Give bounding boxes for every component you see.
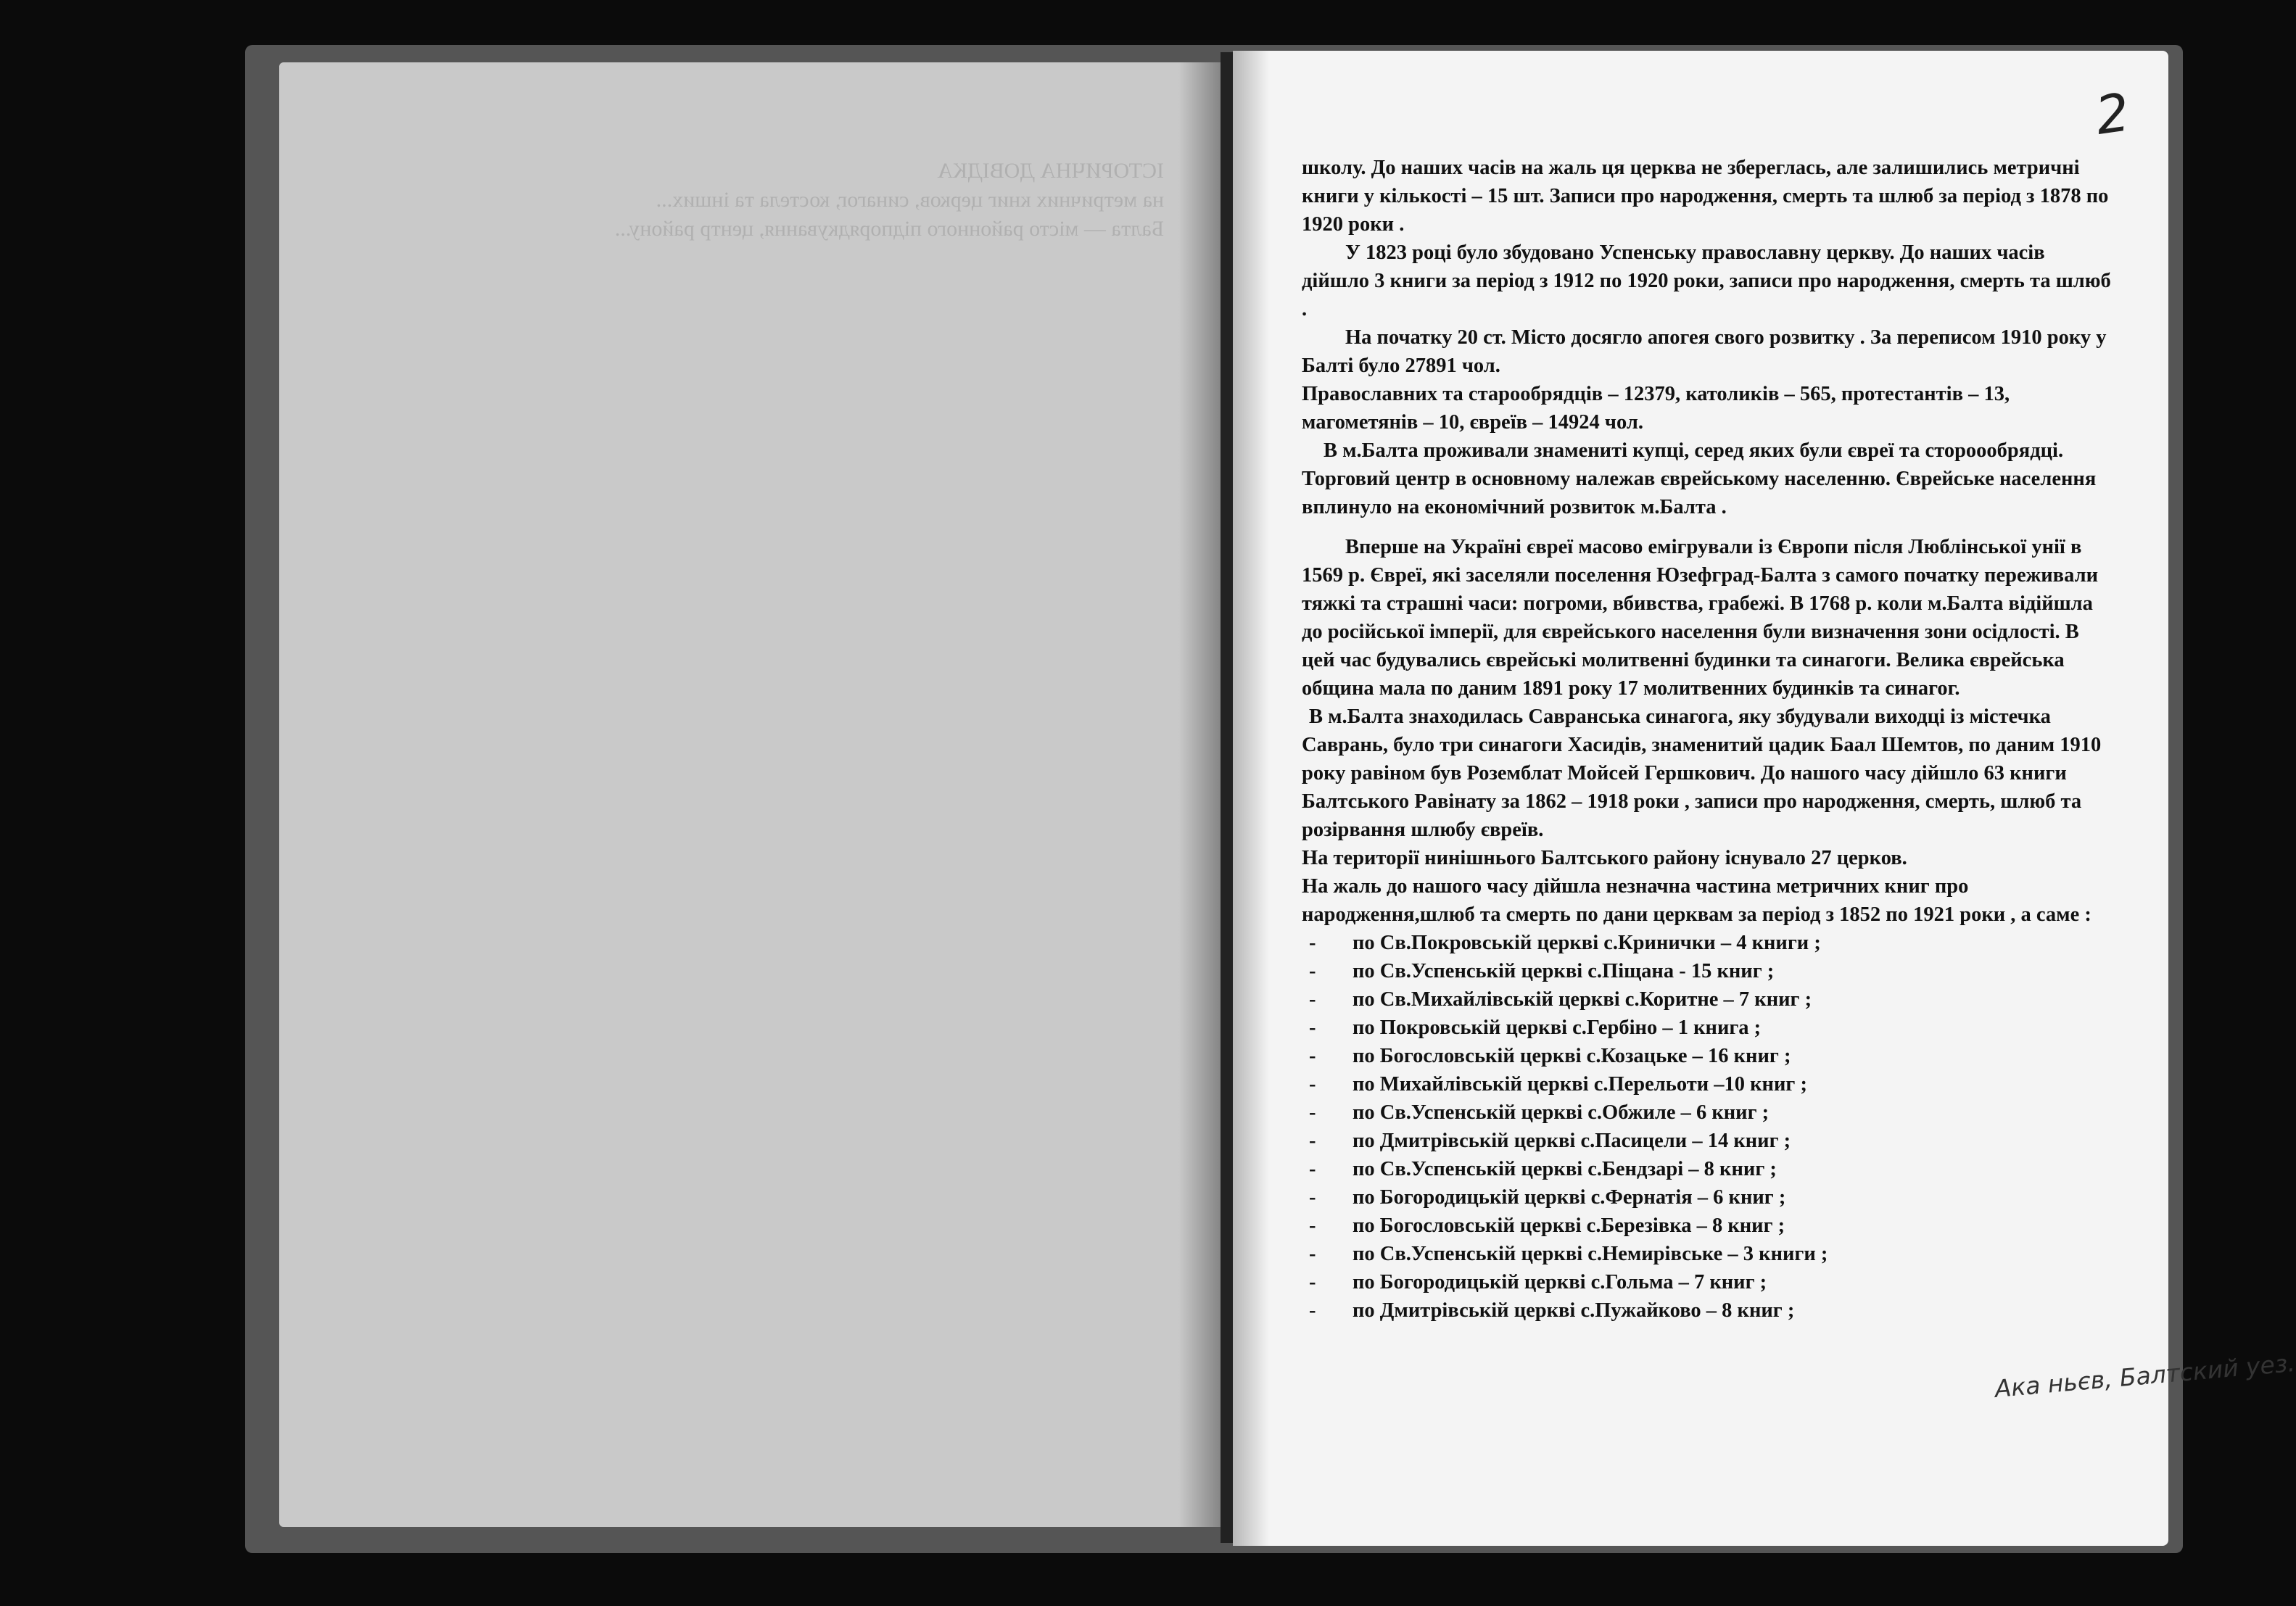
list-item: - по Св.Успенській церкві с.Немирівське – 3 книги ; [1302, 1240, 2114, 1268]
paragraph: В м.Балта знаходилась Савранська синагога, яку збудували виходці із містечка Саврань, було три синагоги Хасидів, знаменитий цадик Баал Шемтов, по даним 1910 року равіном був Роземблат Мойсей Гершкович. До нашого часу дійшло 63 книги Балтського Равінату за 1862 – 1918 роки , записи про народження, смерть, шлюб та розірвання шлюбу євреїв. [1302, 705, 2102, 841]
paragraph: На території нинішнього Балтського району існувало 27 церков. [1302, 847, 1907, 869]
list-item: - по Св.Успенській церкві с.Піщана - 15 книг ; [1302, 957, 2114, 985]
book-gutter [1221, 52, 1234, 1543]
paragraph: Православних та старообрядців – 12379, католиків – 565, протестантів – 13, магометянів – 10, євреїв – 14924 чол. [1302, 383, 2010, 434]
paragraph: У 1823 році було збудовано Успенську православну церкву. До наших часів дійшло 3 книги за період з 1912 по 1920 роки, записи про народження, смерть та шлюб . [1302, 241, 2111, 320]
list-item: - по Богородицькій церкві с.Фернатія – 6 книг ; [1302, 1183, 2114, 1212]
paragraph: Вперше на Україні євреї масово емігрували із Європи після Люблінської унії в 1569 р. Євреї, які заселяли поселення Юзефград-Балта з самого початку переживали тяжкі та страшні часи: погроми, вбивства, грабежі. В 1768 р. коли м.Балта відійшла до російської імперії, для єврейського населення були визначення зони осідлості. В цей час будувались єврейські молитвенні будинки та синагоги. Велика єврейська община мала по даним 1891 року 17 молитвенних будинків та синагог. [1302, 536, 2098, 700]
paragraph: На початку 20 ст. Місто досягло апогея свого розвитку . За переписом 1910 року у Балті було 27891 чол. [1302, 326, 2107, 377]
left-page-binding-shadow [1178, 62, 1222, 1527]
list-item: - по Дмитрівській церкві с.Пужайково – 8 книг ; [1302, 1296, 2114, 1325]
list-item: - по Михайлівській церкві с.Перельоти –10 книг ; [1302, 1070, 2114, 1098]
list-item: - по Богородицькій церкві с.Гольма – 7 книг ; [1302, 1268, 2114, 1296]
list-item: - по Св.Успенській церкві с.Бендзарі – 8 книг ; [1302, 1155, 2114, 1183]
paragraph: На жаль до нашого часу дійшла незначна частина метричних книг про народження,шлюб та смерть по дани церквам за період з 1852 по 1921 роки , а саме : [1302, 875, 2091, 926]
list-item: - по Св.Успенській церкві с.Обжиле – 6 книг ; [1302, 1098, 2114, 1127]
handwritten-note: Ака ньєв, Балтский уез. [1994, 1348, 2296, 1404]
list-item: - по Богословській церкві с.Березівка – 8 книг ; [1302, 1212, 2114, 1240]
document-text [1302, 154, 2114, 1325]
left-page-bleed-through-text: ІСТОРИЧНА ДОВІДКА на метричних книг церков, синагог, костела та інших... Балта — місто районного підпорядкування, центр району... [614, 159, 1164, 241]
paragraph: школу. До наших часів на жаль ця церква не збереглась, але залишились метричні книги у кількості – 15 шт. Записи про народження, смерть та шлюб за період з 1878 по 1920 роки . [1302, 157, 2109, 236]
paragraph: В м.Балта проживали знамениті купці, серед яких були євреї та стороообрядці. Торговий центр в основному належав єврейському населенню. Єврейське населення вплинуло на економічний розвиток м.Балта . [1302, 439, 2097, 518]
church-books-list [1302, 929, 2114, 1325]
list-item: - по Дмитрівській церкві с.Пасицели – 14 книг ; [1302, 1127, 2114, 1155]
list-item: - по Св.Покровській церкві с.Кринички – 4 книги ; [1302, 929, 2114, 957]
list-item: - по Богословській церкві с.Козацьке – 16 книг ; [1302, 1042, 2114, 1070]
right-page [1233, 51, 2296, 1546]
list-item: - по Св.Михайлівській церкві с.Коритне – 7 книг ; [1302, 985, 2114, 1014]
list-item: - по Покровській церкві с.Гербіно – 1 книга ; [1302, 1014, 2114, 1042]
left-page [279, 62, 1222, 1527]
handwritten-page-number: 2 [2091, 81, 2134, 146]
right-page-binding-shadow [1233, 51, 1269, 1546]
